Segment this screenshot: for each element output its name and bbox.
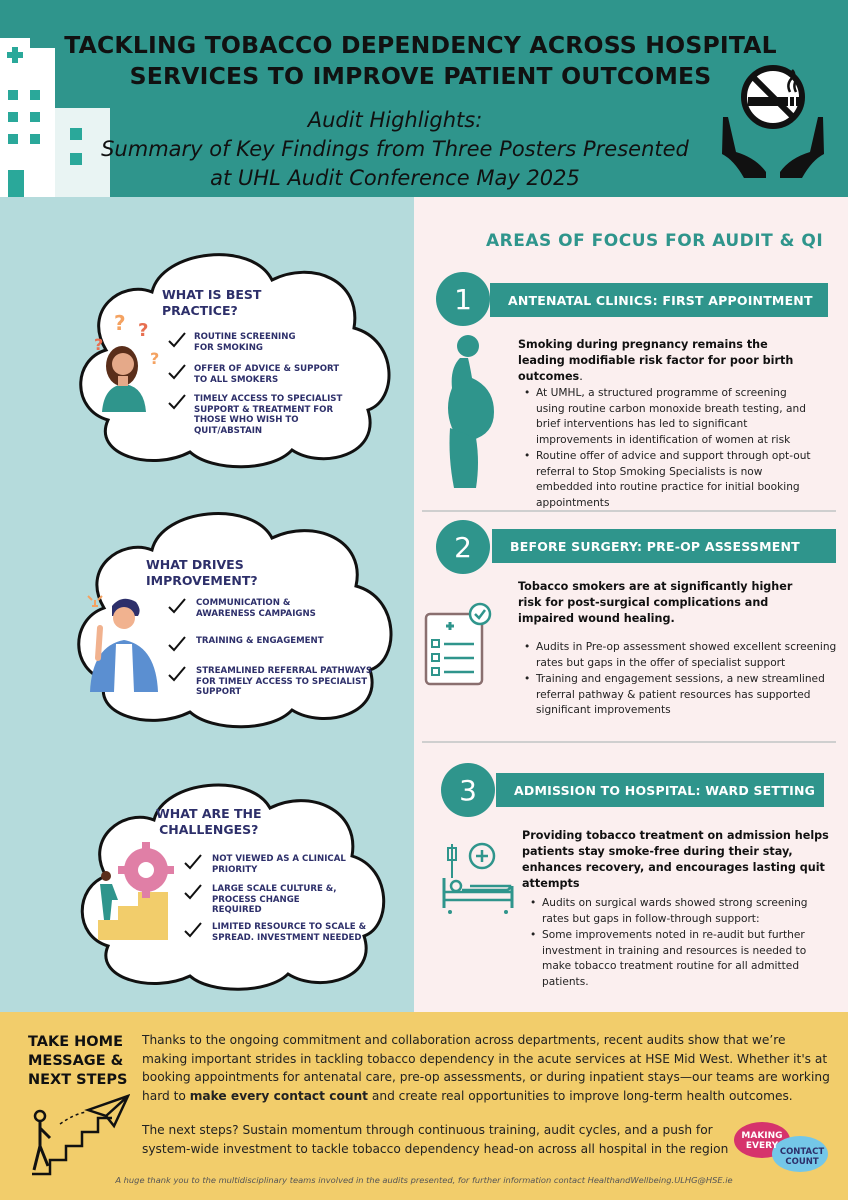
making-every-contact-count-logo xyxy=(734,1120,828,1174)
section-2-lead: Tobacco smokers are at significantly higher risk for post-surgical complications and impaired wound healing. xyxy=(518,580,793,625)
section-1-lead: Smoking during pregnancy remains the leading modifiable risk factor for poor birth outcomes. xyxy=(518,338,794,383)
check-icon xyxy=(168,598,186,614)
pregnant-woman-icon xyxy=(440,332,504,488)
svg-text:EVERY: EVERY xyxy=(745,1141,779,1151)
section-3-lead: Providing tobacco treatment on admission helps patients stay smoke-free during their stay, enhances recovery, and encourages lasting quit attempts xyxy=(522,829,829,890)
section-3-number: 3 xyxy=(441,763,495,817)
svg-text:MAKING: MAKING xyxy=(741,1131,783,1141)
check-icon xyxy=(184,884,202,900)
drives-item: STREAMLINED REFERRAL PATHWAYS FOR TIMELY ACCESS TO SPECIALIST SUPPORT xyxy=(168,666,372,698)
check-icon xyxy=(168,636,186,652)
section-2-bullets xyxy=(522,640,838,720)
drives-item: TRAINING & ENGAGEMENT xyxy=(168,636,324,652)
check-icon xyxy=(168,666,186,682)
check-icon xyxy=(168,394,186,410)
title-line-1: TACKLING TOBACCO DEPENDENCY ACROSS HOSPITAL xyxy=(64,31,777,59)
takehome-heading: TAKE HOME MESSAGE & NEXT STEPS xyxy=(28,1034,128,1088)
section-1-bullets xyxy=(522,386,818,512)
best-practice-item: TIMELY ACCESS TO SPECIALIST SUPPORT & TREATMENT FOR THOSE WHO WISH TO QUIT/ABSTAIN xyxy=(168,394,342,436)
section-divider xyxy=(422,510,836,512)
list-item: • At UMHL, a structured programme of screening using routine carbon monoxide breath testing, and brief interventions has led to significant improvements in identification of women at risk xyxy=(522,386,818,448)
check-icon xyxy=(184,854,202,870)
no-smoking-hands-icon xyxy=(718,62,828,178)
best-practice-item: OFFER OF ADVICE & SUPPORT TO ALL SMOKERS xyxy=(168,364,339,385)
section-3-bullets xyxy=(528,896,828,991)
gear-climber-icon xyxy=(88,840,180,940)
focus-title: AREAS OF FOCUS FOR AUDIT & QI xyxy=(486,231,824,251)
section-3-bar: ADMISSION TO HOSPITAL: WARD SETTING xyxy=(496,773,824,807)
svg-text:?: ? xyxy=(138,320,149,341)
list-item: • Some improvements noted in re-audit but further investment in training and resources is needed to make tobacco treatment routine for all admitted patients. xyxy=(528,928,828,990)
list-item: • Audits in Pre-op assessment showed excellent screening rates but gaps in the offer of specialist support xyxy=(522,640,838,671)
svg-text:COUNT: COUNT xyxy=(785,1157,819,1167)
section-divider xyxy=(422,741,836,743)
title-line-2: SERVICES TO IMPROVE PATIENT OUTCOMES xyxy=(129,62,712,90)
section-1-number: 1 xyxy=(436,272,490,326)
challenges-item: NOT VIEWED AS A CLINICAL PRIORITY xyxy=(184,854,346,875)
clipboard-checklist-icon xyxy=(424,602,494,686)
header-banner xyxy=(0,0,848,197)
challenges-heading: WHAT ARE THE CHALLENGES? xyxy=(156,806,262,837)
drives-item: COMMUNICATION & AWARENESS CAMPAIGNS xyxy=(168,598,316,619)
page-subtitle xyxy=(80,106,710,193)
section-2-number: 2 xyxy=(436,520,490,574)
subtitle-line-2: Summary of Key Findings from Three Posters Presented xyxy=(101,137,689,161)
best-practice-item: ROUTINE SCREENING FOR SMOKING xyxy=(168,332,296,353)
svg-text:?: ? xyxy=(150,349,160,368)
thinking-woman-icon xyxy=(88,312,170,416)
page-title xyxy=(48,30,793,92)
acknowledgement-text: A huge thank you to the multidisciplinary teams involved in the audits presented, for further information contact HealthandWellbeing.ULHG@HSE.ie xyxy=(115,1175,733,1185)
svg-text:?: ? xyxy=(94,335,104,354)
idea-man-icon xyxy=(84,588,164,692)
drives-heading: WHAT DRIVES IMPROVEMENT? xyxy=(146,557,258,588)
check-icon xyxy=(184,922,202,938)
footer-paragraph-1: Thanks to the ongoing commitment and collaboration across departments, recent audits show that we’re making important strides in tackling tobacco dependency in the acute services at HSE Mid West. Whether it's at booking appointments for antenatal care, pre-op assessments, or during inpatient stays—our teams are working hard to make every contact count and create real opportunities to improve long-term health outcomes. xyxy=(142,1033,830,1103)
section-2-bar: BEFORE SURGERY: PRE-OP ASSESSMENT xyxy=(492,529,836,563)
check-icon xyxy=(168,332,186,348)
challenges-item: LIMITED RESOURCE TO SCALE & SPREAD. INVESTMENT NEEDED xyxy=(184,922,366,943)
best-practice-heading: WHAT IS BEST PRACTICE? xyxy=(162,287,262,318)
subtitle-line-1: Audit Highlights: xyxy=(307,108,483,132)
svg-text:?: ? xyxy=(114,312,126,335)
challenges-item: LARGE SCALE CULTURE &, PROCESS CHANGE REQUIRED xyxy=(184,884,337,916)
hospital-bed-icon xyxy=(440,838,516,914)
list-item: • Training and engagement sessions, a new streamlined referral pathway & patient resources has supported significant improvements xyxy=(522,672,838,719)
list-item: • Audits on surgical wards showed strong screening rates but gaps in follow-through support: xyxy=(528,896,828,927)
list-item: • Routine offer of advice and support through opt-out referral to Stop Smoking Specialists is now embedded into routine practice for initial booking appointments xyxy=(522,449,818,511)
section-1-bar: ANTENATAL CLINICS: FIRST APPOINTMENT xyxy=(490,283,828,317)
check-icon xyxy=(168,364,186,380)
footer-paragraph-2: The next steps? Sustain momentum through continuous training, audit cycles, and a push for system-wide investment to tackle tobacco dependency head-on across all hospital in the region xyxy=(142,1123,729,1156)
subtitle-line-3: at UHL Audit Conference May 2025 xyxy=(210,166,580,190)
climbing-stairs-paper-plane-icon xyxy=(26,1094,130,1176)
svg-text:CONTACT: CONTACT xyxy=(779,1147,825,1157)
